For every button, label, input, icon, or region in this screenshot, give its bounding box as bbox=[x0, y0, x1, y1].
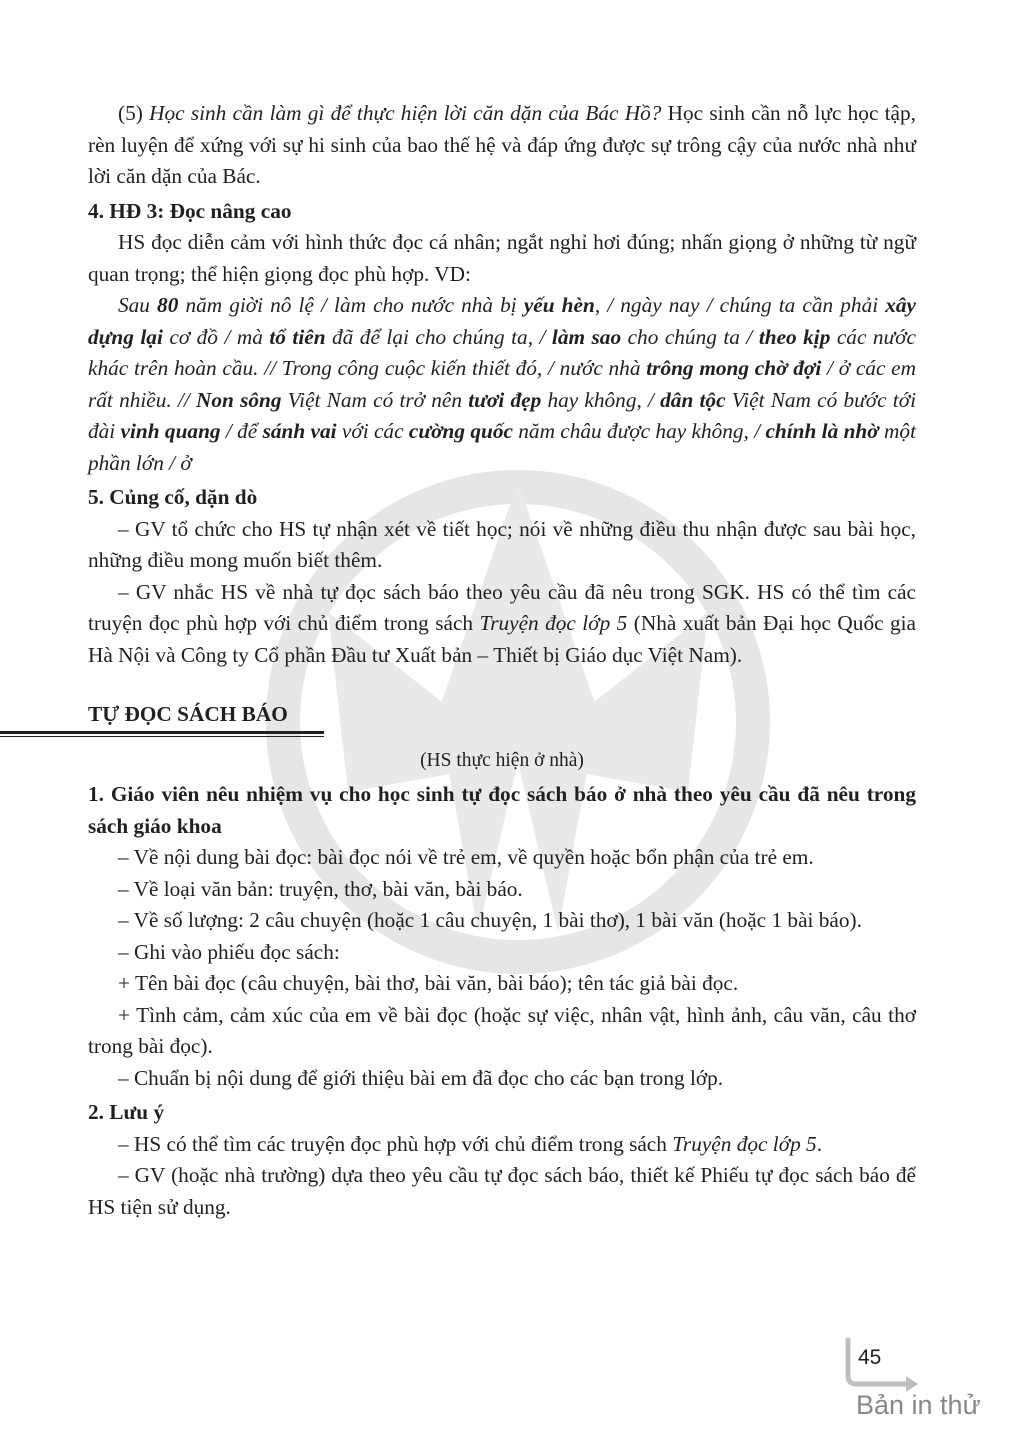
page-content bbox=[88, 98, 916, 1223]
question-5-paragraph: (5) Học sinh cần làm gì để thực hiện lời căn dặn của Bác Hồ? Học sinh cần nỗ lực học tập, rèn luyện để xứng với sự hi sinh của bao thế hệ và đáp ứng được sự trông cậy của nước nhà như lời căn dặn của Bác. bbox=[88, 101, 916, 188]
tudoc-item: – Về số lượng: 2 câu chuyện (hoặc 1 câu chuyện, 1 bài thơ), 1 bài văn (hoặc 1 bài báo). bbox=[118, 908, 862, 932]
hd3-reading-sample: Sau 80 năm giời nô lệ / làm cho nước nhà bị yếu hèn, / ngày nay / chúng ta cần phải xây dựng lại cơ đồ / mà tổ tiên đã để lại cho chúng ta, / làm sao cho chúng ta / theo kịp các nước khác trên hoàn cầu. // Trong công cuộc kiến thiết đó, / nước nhà trông mong chờ đợi / ở các em rất nhiều. // Non sông Việt Nam có trở nên tươi đẹp hay không, / dân tộc Việt Nam có bước tới đài vinh quang / để sánh vai với các cường quốc năm châu được hay không, / chính là nhờ một phần lớn / ở bbox=[88, 293, 917, 475]
hd3-heading: 4. HĐ 3: Đọc nâng cao bbox=[88, 198, 292, 223]
cungco-item-1: – GV tổ chức cho HS tự nhận xét về tiết học; nói về những điều thu nhận được sau bài học, những điều mong muốn biết thêm. bbox=[88, 516, 916, 572]
section-note: (HS thực hiện ở nhà) bbox=[420, 749, 584, 771]
section-title: TỰ ĐỌC SÁCH BÁO bbox=[88, 702, 288, 726]
tudoc-item: – Ghi vào phiếu đọc sách: bbox=[118, 939, 340, 964]
tudoc-item: – Chuẩn bị nội dung để giới thiệu bài em đã đọc cho các bạn trong lớp. bbox=[118, 1065, 724, 1090]
section-title-rule bbox=[0, 731, 324, 737]
luuy-item-2: – GV (hoặc nhà trường) dựa theo yêu cầu tự đọc sách báo, thiết kế Phiếu tự đọc sách báo để HS tiện sử dụng. bbox=[88, 1163, 916, 1219]
luuy-item-1: – HS có thể tìm các truyện đọc phù hợp với chủ điểm trong sách Truyện đọc lớp 5. bbox=[118, 1131, 823, 1156]
tudoc-heading-2: 2. Lưu ý bbox=[88, 1100, 165, 1124]
tudoc-item: + Tên bài đọc (câu chuyện, bài thơ, bài văn, bài báo); tên tác giả bài đọc. bbox=[118, 971, 739, 995]
tudoc-item: – Về nội dung bài đọc: bài đọc nói về trẻ em, về quyền hoặc bổn phận của trẻ em. bbox=[118, 845, 814, 869]
tudoc-item: + Tình cảm, cảm xúc của em về bài đọc (hoặc sự việc, nhân vật, hình ảnh, câu văn, câu thơ trong bài đọc). bbox=[88, 1002, 916, 1058]
page-number: 45 bbox=[858, 1346, 882, 1369]
cungco-heading: 5. Củng cố, dặn dò bbox=[88, 485, 258, 509]
cungco-item-2: – GV nhắc HS về nhà tự đọc sách báo theo yêu cầu đã nêu trong SGK. HS có thể tìm các truyện đọc phù hợp với chủ điểm trong sách Truyện đọc lớp 5 (Nhà xuất bản Đại học Quốc gia Hà Nội và Công ty Cổ phần Đầu tư Xuất bản – Thiết bị Giáo dục Việt Nam). bbox=[88, 579, 916, 667]
tudoc-item: – Về loại văn bản: truyện, thơ, bài văn, bài báo. bbox=[118, 876, 523, 901]
draft-label: Bản in thử bbox=[856, 1390, 981, 1420]
tudoc-heading-1: 1. Giáo viên nêu nhiệm vụ cho học sinh tự đọc sách báo ở nhà theo yêu cầu đã nêu trong sách giáo khoa bbox=[88, 782, 916, 838]
hd3-intro: HS đọc diễn cảm với hình thức đọc cá nhân; ngắt nghỉ hơi đúng; nhấn giọng ở những từ ngữ quan trọng; thể hiện giọng đọc phù hợp. VD: bbox=[88, 230, 916, 286]
